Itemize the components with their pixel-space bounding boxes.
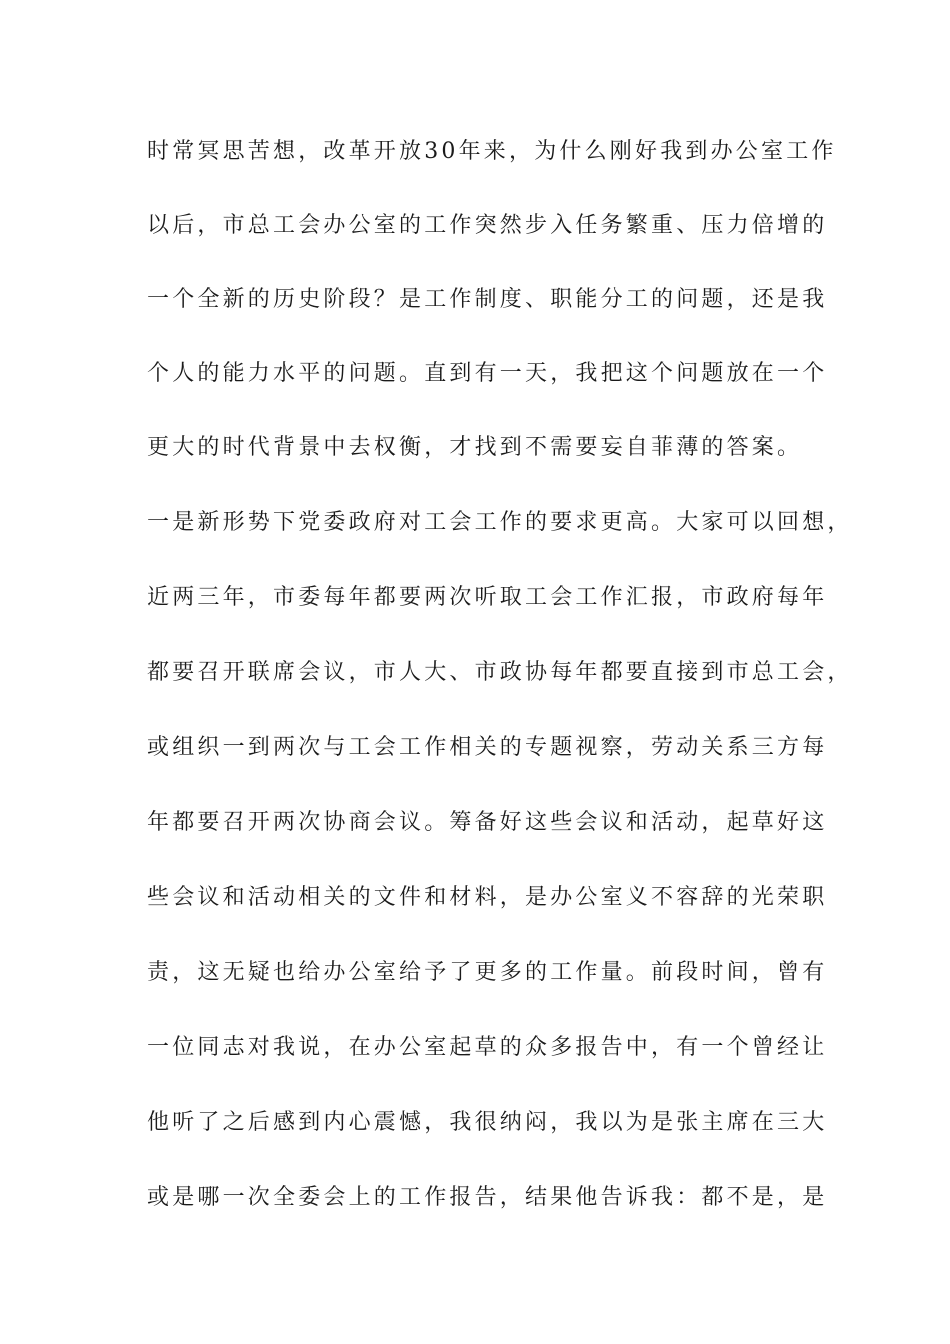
text-line-6: 一是新形势下党委政府对工会工作的要求更高。大家可以回想， — [147, 510, 853, 535]
text-line-12: 责，这无疑也给办公室给予了更多的工作量。前段时间，曾有 — [147, 960, 828, 985]
text-line-8: 都要召开联席会议，市人大、市政协每年都要直接到市总工会， — [147, 660, 853, 685]
text-line-14: 他听了之后感到内心震憾，我很纳闷，我以为是张主席在三大 — [147, 1110, 828, 1135]
text-line-7: 近两三年，市委每年都要两次听取工会工作汇报，市政府每年 — [147, 585, 828, 610]
text-line-2: 以后，市总工会办公室的工作突然步入任务繁重、压力倍增的 — [147, 213, 828, 238]
text-line-11: 些会议和活动相关的文件和材料，是办公室义不容辞的光荣职 — [147, 885, 828, 910]
text-line-5: 更大的时代背景中去权衡，才找到不需要妄自菲薄的答案。 — [147, 435, 803, 460]
text-line-1: 时常冥思苦想，改革开放30年来，为什么刚好我到办公室工作 — [147, 139, 837, 164]
text-line-4: 个人的能力水平的问题。直到有一天，我把这个问题放在一个 — [147, 361, 828, 386]
text-line-10: 年都要召开两次协商会议。筹备好这些会议和活动，起草好这 — [147, 810, 828, 835]
text-line-13: 一位同志对我说，在办公室起草的众多报告中，有一个曾经让 — [147, 1035, 828, 1060]
text-line-3: 一个全新的历史阶段？是工作制度、职能分工的问题，还是我 — [147, 287, 828, 312]
text-line-9: 或组织一到两次与工会工作相关的专题视察，劳动关系三方每 — [147, 735, 828, 760]
text-line-15: 或是哪一次全委会上的工作报告，结果他告诉我：都不是，是 — [147, 1185, 828, 1210]
